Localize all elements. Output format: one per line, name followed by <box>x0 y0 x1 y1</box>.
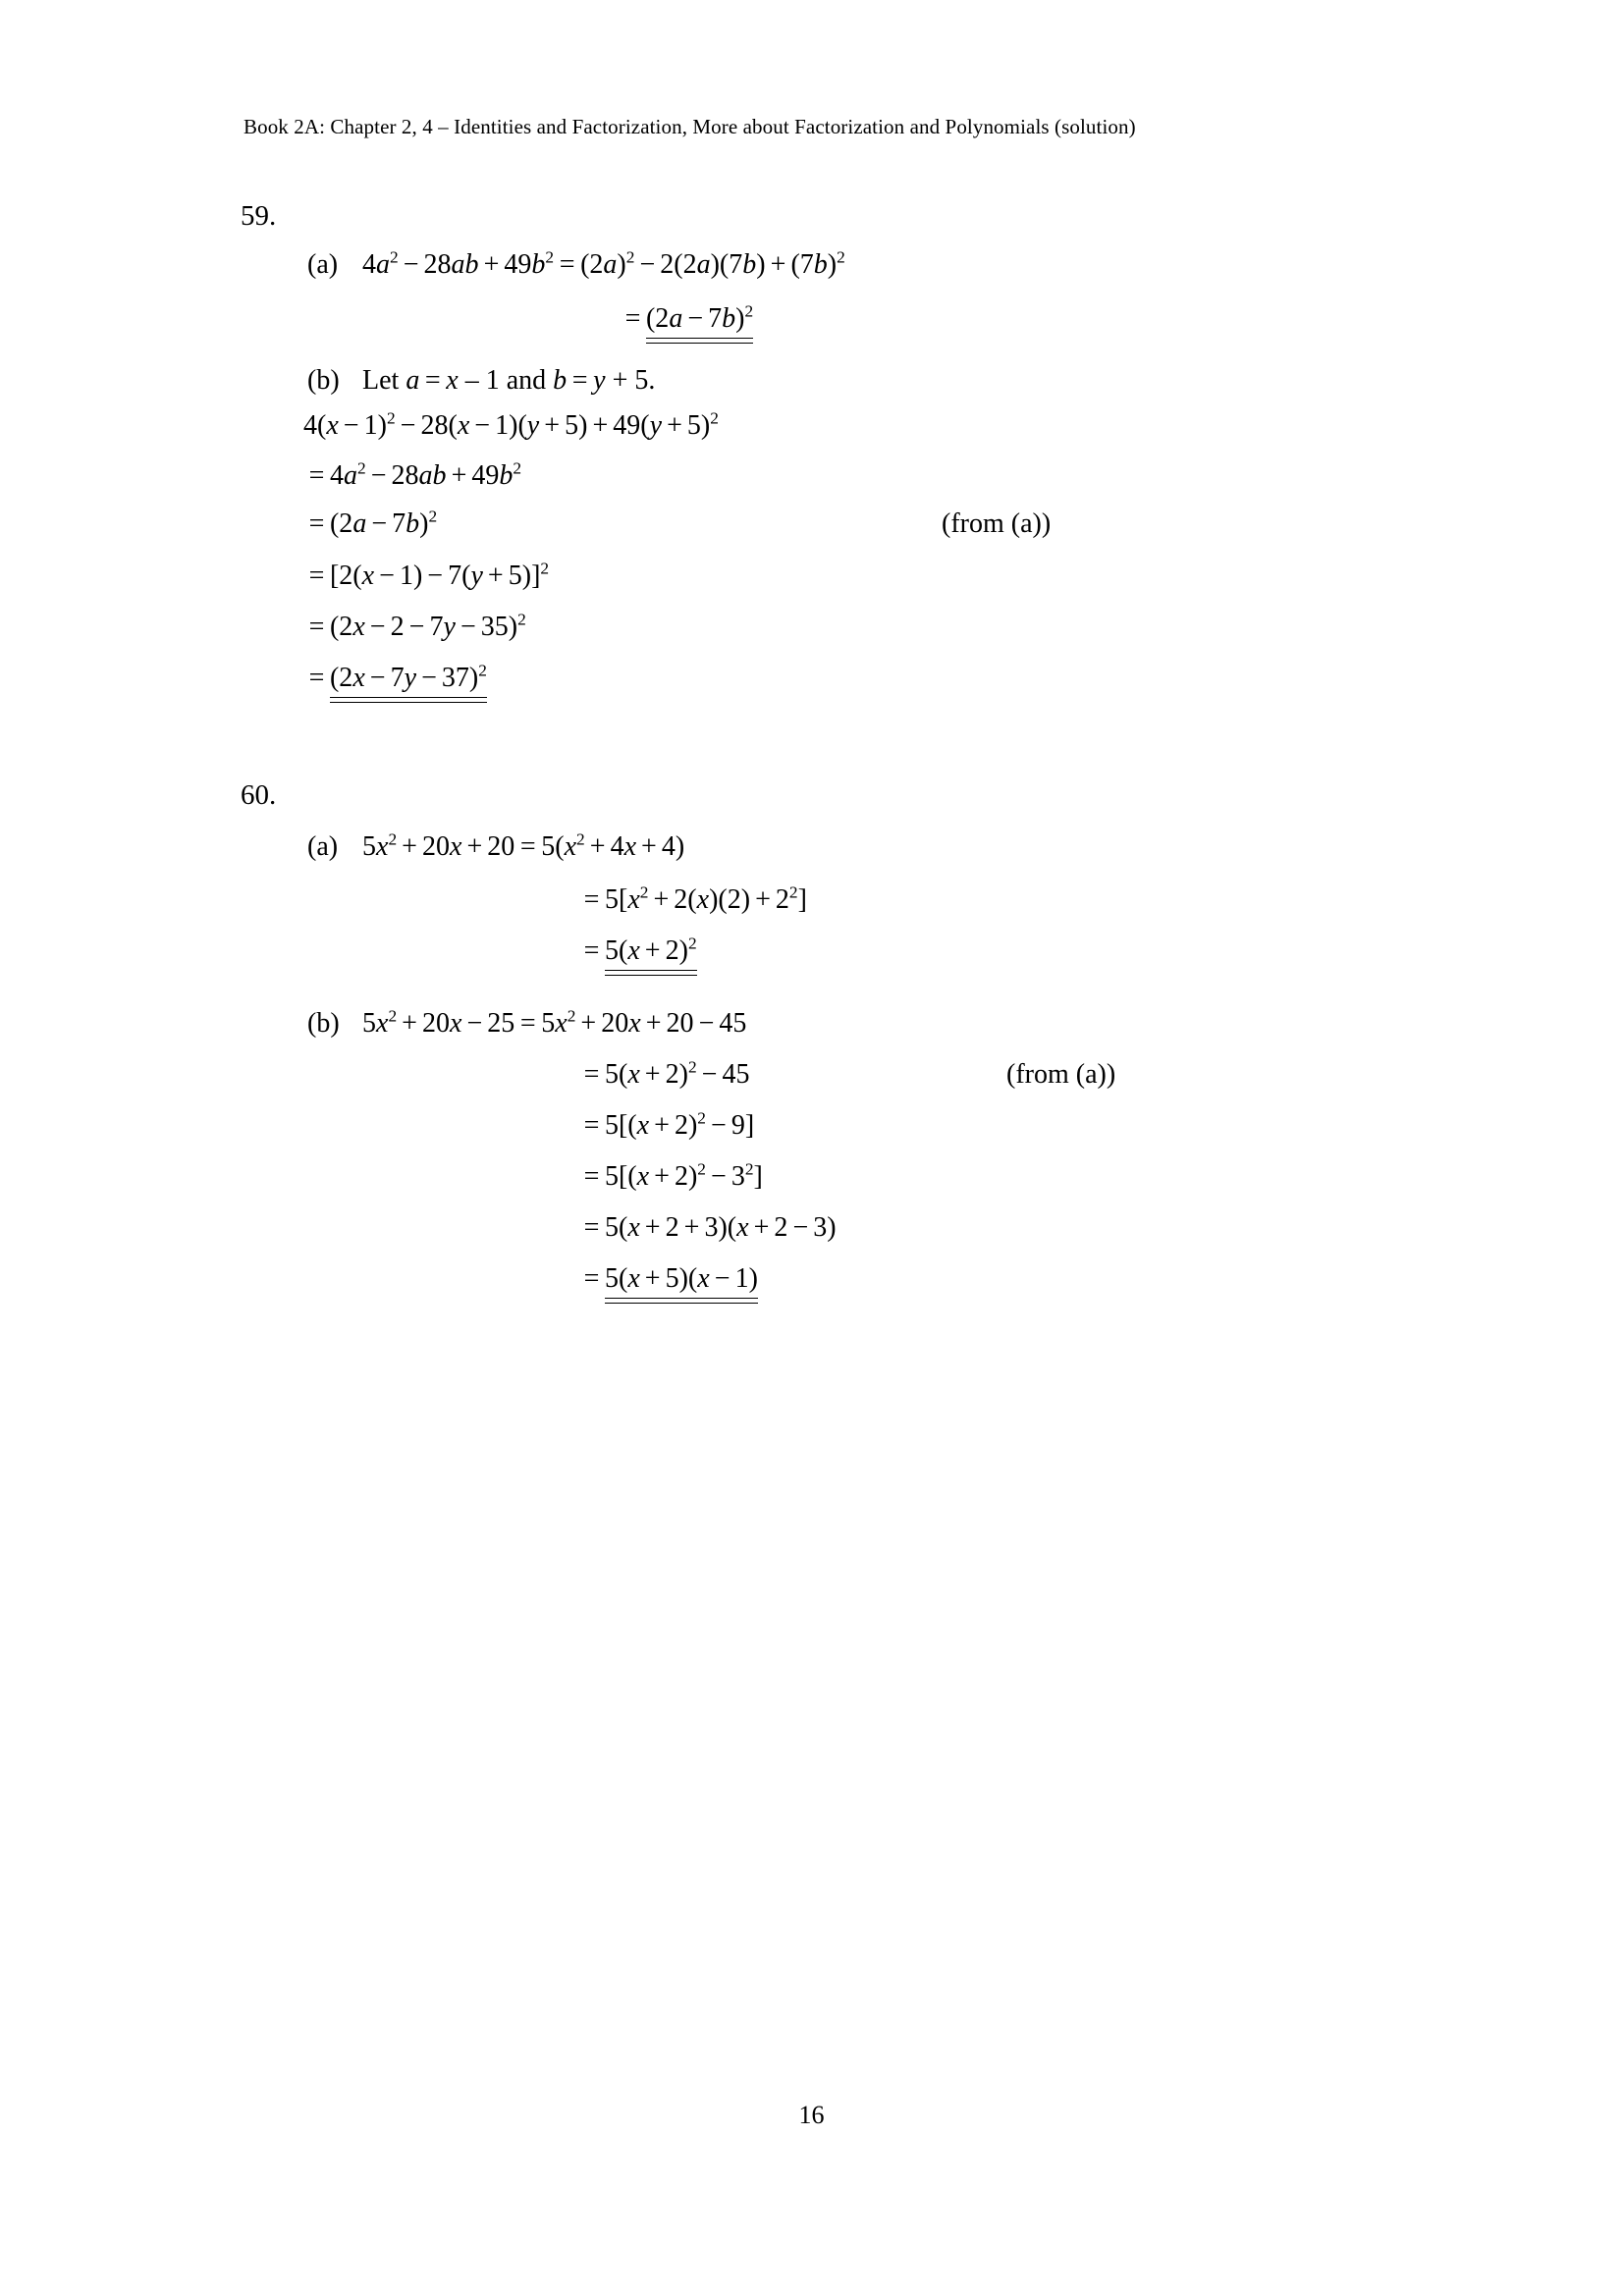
problem-59-part-a-line-1 <box>307 247 845 280</box>
math-expression: $5x^2 + 20x + 20 = 5(x^2 + 4x + 4)$ <box>362 829 685 862</box>
problem-59-part-a-line-2 <box>620 301 754 335</box>
problem-59-part-b-line-3 <box>303 458 522 491</box>
problem-59-part-b-note-from-a: (from (a)) <box>942 508 1052 539</box>
problem-60-part-b-line-4 <box>578 1159 763 1192</box>
math-expression: = 5(x + 5)(x − 1) <box>583 1263 758 1294</box>
final-answer: 5(x + 5)(x − 1) <box>604 1263 758 1294</box>
problem-59-part-b-line-1 <box>307 367 655 395</box>
problem-60-part-b-line-2 <box>578 1057 750 1090</box>
math-expression: = $5[(x + 2)^2 - 3^2]$ <box>583 1159 763 1192</box>
problem-59-part-b-line-2 <box>303 408 719 441</box>
problem-60-part-a-line-2 <box>578 882 807 915</box>
math-expression: = $4a^2 - 28ab + 49b^2$ <box>308 458 522 491</box>
problem-60-part-b-line-5 <box>578 1214 837 1242</box>
math-expression: $4a^2 - 28ab + 49b^2 = (2a)^2 - 2(2a)(7b) + (7b)^2$ <box>362 247 845 280</box>
math-expression: = $(2x - 2 - 7y - 35)^2$ <box>308 610 526 642</box>
problem-60-part-a-line-3 <box>578 934 697 967</box>
part-label-b: (b) <box>307 365 340 396</box>
math-expression: = 5(x + 2 + 3)(x + 2 − 3) <box>583 1212 837 1243</box>
problem-60-part-b-line-3 <box>578 1108 755 1141</box>
math-expression: $4(x - 1)^2 - 28(x - 1)(y + 5) + 49(y + 5)^2$ <box>303 408 719 441</box>
problem-number-60: 60. <box>241 779 277 811</box>
problem-60-part-b-line-6 <box>578 1265 758 1295</box>
math-expression: = $(2a - 7b)^2$ <box>624 301 754 334</box>
final-answer: $5(x + 2)^2$ <box>604 934 697 966</box>
problem-number-59: 59. <box>241 200 277 232</box>
problem-59-part-b-line-5 <box>303 559 550 591</box>
page-number: 16 <box>798 2101 825 2129</box>
math-expression: = $5[(x + 2)^2 - 9]$ <box>583 1108 755 1141</box>
problem-59-part-b-line-7 <box>303 661 487 694</box>
part-label-a: (a) <box>307 831 339 862</box>
part-label-a: (a) <box>307 249 339 280</box>
math-expression: = $(2x - 7y - 37)^2$ <box>308 661 487 693</box>
document-running-header: Book 2A: Chapter 2, 4 – Identities and Factorization, More about Factorization and Polynomials (solution) <box>243 115 1136 138</box>
part-label-b: (b) <box>307 1008 340 1039</box>
problem-60-part-b-note-from-a: (from (a)) <box>1006 1059 1116 1090</box>
math-expression: = $(2a - 7b)^2$ <box>308 507 438 539</box>
problem-60-part-a-line-1 <box>307 829 685 862</box>
final-answer: $(2a - 7b)^2$ <box>645 301 754 334</box>
problem-59-part-b-line-6 <box>303 610 526 642</box>
math-expression: = $[2(x - 1) - 7(y + 5)]^2$ <box>308 559 550 591</box>
math-expression: = $5[x^2 + 2(x)(2) + 2^2]$ <box>583 882 807 915</box>
math-expression: = $5(x + 2)^2 - 45$ <box>583 1057 750 1090</box>
problem-59-part-b-line-4 <box>303 507 438 539</box>
problem-60-part-b-line-1 <box>307 1006 747 1039</box>
final-answer: $(2x - 7y - 37)^2$ <box>329 661 487 693</box>
math-expression: Let a = x – 1 and b = y + 5. <box>362 365 656 396</box>
math-expression: = $5(x + 2)^2$ <box>583 934 697 966</box>
math-expression: $5x^2 + 20x - 25 = 5x^2 + 20x + 20 - 45$ <box>362 1006 747 1039</box>
